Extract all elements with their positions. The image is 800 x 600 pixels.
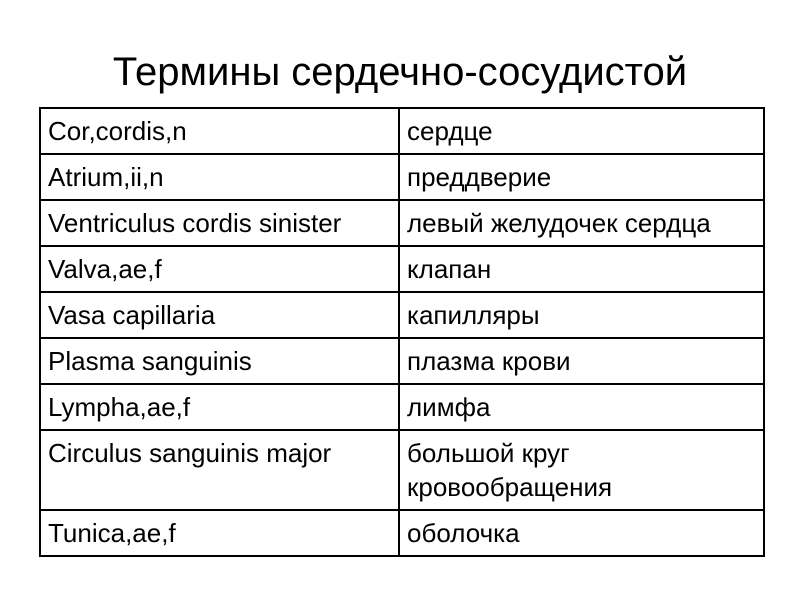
latin-term-cell: Valva,ae,f	[40, 246, 399, 292]
table-row	[40, 510, 764, 556]
terms-table	[39, 107, 765, 557]
russian-term-cell: сердце	[399, 108, 764, 154]
latin-term-cell: Tunica,ae,f	[40, 510, 399, 556]
latin-term-cell: Cor,cordis,n	[40, 108, 399, 154]
table-row	[40, 154, 764, 200]
latin-term-cell: Plasma sanguinis	[40, 338, 399, 384]
table-row	[40, 108, 764, 154]
russian-term-cell: оболочка	[399, 510, 764, 556]
table-row	[40, 338, 764, 384]
russian-term-cell: плазма крови	[399, 338, 764, 384]
russian-term-cell: лимфа	[399, 384, 764, 430]
latin-term-cell: Circulus sanguinis major	[40, 430, 399, 510]
table-row	[40, 384, 764, 430]
latin-term-cell: Ventriculus cordis sinister	[40, 200, 399, 246]
russian-term-cell: клапан	[399, 246, 764, 292]
slide-title: Термины сердечно-сосудистой	[112, 50, 688, 94]
russian-term-cell: капилляры	[399, 292, 764, 338]
russian-term-cell: большой круг кровообращения	[399, 430, 764, 510]
table-row	[40, 292, 764, 338]
russian-term-cell: преддверие	[399, 154, 764, 200]
table-row	[40, 200, 764, 246]
latin-term-cell: Lympha,ae,f	[40, 384, 399, 430]
table-row	[40, 246, 764, 292]
latin-term-cell: Atrium,ii,n	[40, 154, 399, 200]
table-row	[40, 430, 764, 510]
latin-term-cell: Vasa capillaria	[40, 292, 399, 338]
russian-term-cell: левый желудочек сердца	[399, 200, 764, 246]
